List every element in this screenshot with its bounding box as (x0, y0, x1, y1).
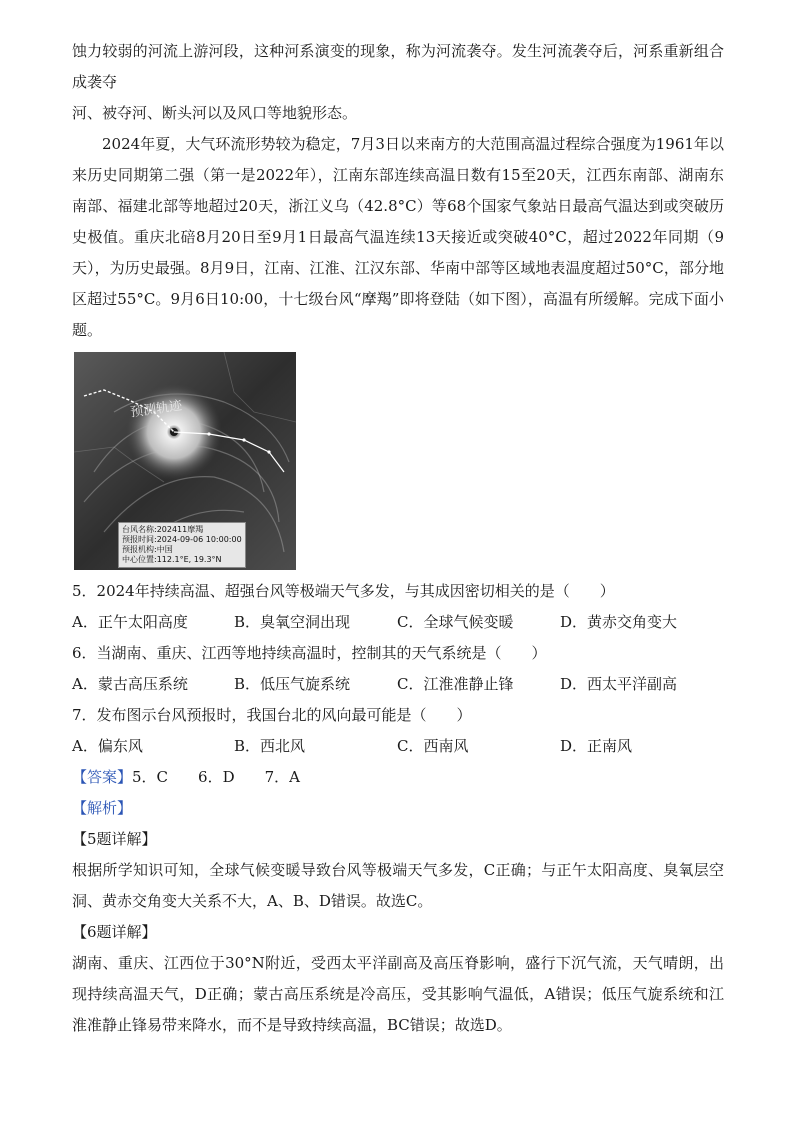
q7-option-b: B．西北风 (234, 737, 306, 755)
forecast-track-label: 预测轨迹 (129, 398, 184, 421)
q5-option-d: D．黄赤交角变大 (560, 613, 678, 631)
q5-detail-text: 根据所学知识可知，全球气候变暖导致台风等极端天气多发，C正确；与正午太阳高度、臭氧层空洞、黄赤交角变大关系不大，A、B、D错误。故选C。 (72, 861, 724, 910)
q6-option-d: D．西太平洋副高 (560, 675, 678, 693)
question-7-options (72, 731, 724, 762)
paragraph-1-line-1: 蚀力较弱的河流上游河段，这种河系演变的现象，称为河流袭夺。发生河流袭夺后，河系重新组合成袭夺 (72, 42, 724, 91)
question-6 (72, 638, 724, 700)
answer-text: 5．C 6．D 7．A (132, 768, 300, 786)
question-6-options (72, 669, 724, 700)
q6-option-b: B．低压气旋系统 (234, 675, 351, 693)
center-position: 中心位置:112.1°E, 19.3°N (122, 555, 222, 564)
question-7-stem: 7．发布图示台风预报时，我国台北的风向最可能是（ ） (72, 706, 472, 724)
forecast-agency: 预报机构:中国 (122, 545, 173, 554)
q6-detail-title: 【6题详解】 (72, 923, 157, 941)
paragraph-2: 2024年夏，大气环流形势较为稳定，7月3日以来南方的大范围高温过程综合强度为1961年以来历史同期第二强（第一是2022年），江南东部连续高温日数有15至20天，江西东南部、湖南东南部、福建北部等地超过20天，浙江义乌（42.8°C）等68个国家气象站日最高气温达到或突破历史极值。重庆北碚8月20日至9月1日最高气温连续13天接近或突破40°C，超过2022年同期（9天），为历史最强。8月9日，江南、江淮、江汉东部、华南中部等区域地表温度超过50°C，部分地区超过55°C。9月6日10:00，十七级台风“摩羯”即将登陆（如下图），高温有所缓解。完成下面小题。 (72, 135, 724, 339)
question-7 (72, 700, 724, 762)
q7-option-a: A．偏东风 (72, 737, 143, 755)
q6-detail-text: 湖南、重庆、江西位于30°N附近，受西太平洋副高及高压脊影响，盛行下沉气流，天气晴朗，出现持续高温天气，D正确；蒙古高压系统是冷高压，受其影响气温低，A错误；低压气旋系统和江淮准静止锋易带来降水，而不是导致持续高温，BC错误；故选D。 (72, 954, 724, 1034)
q5-option-a: A．正午太阳高度 (72, 613, 188, 631)
q5-detail-title: 【5题详解】 (72, 830, 157, 848)
q7-option-c: C．西南风 (397, 737, 469, 755)
q5-option-b: B．臭氧空洞出现 (234, 613, 351, 631)
typhoon-info-box (118, 522, 246, 568)
question-5-stem: 5．2024年持续高温、超强台风等极端天气多发，与其成因密切相关的是（ ） (72, 582, 615, 600)
question-5-options (72, 607, 724, 638)
analysis-tag-text: 【解析】 (72, 799, 133, 817)
paragraph-1-line-2: 河、被夺河、断头河以及风口等地貌形态。 (72, 104, 358, 122)
q6-option-c: C．江淮准静止锋 (397, 675, 514, 693)
q7-option-d: D．正南风 (560, 737, 633, 755)
document-page (72, 36, 724, 1041)
answer-line (72, 762, 724, 793)
question-5 (72, 576, 724, 638)
q6-option-a: A．蒙古高压系统 (72, 675, 188, 693)
question-6-stem: 6．当湖南、重庆、江西等地持续高温时，控制其的天气系统是（ ） (72, 644, 547, 662)
analysis-tag (72, 793, 724, 824)
typhoon-satellite-image (74, 352, 296, 570)
typhoon-name: 台风名称:202411摩羯 (122, 525, 204, 534)
q5-option-c: C．全球气候变暖 (397, 613, 514, 631)
answer-tag: 【答案】 (72, 768, 133, 786)
forecast-time: 预报时间:2024-09-06 10:00:00 (122, 535, 242, 544)
